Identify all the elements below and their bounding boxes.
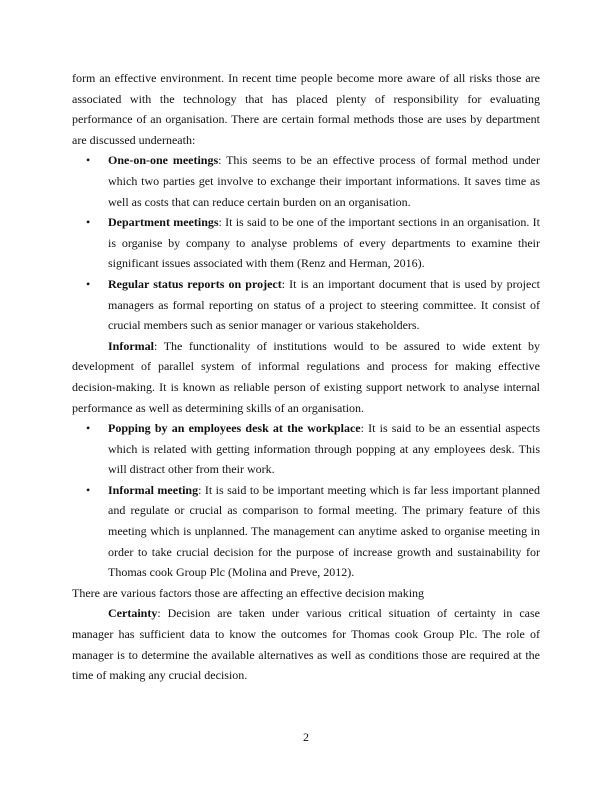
informal-methods-list [72, 418, 540, 583]
list-item-text: : It is said to be an essential aspects which is related with getting information through popping at any employees desk. This will distract other from their work. [108, 421, 540, 477]
page-body [72, 68, 540, 686]
informal-label: Informal [108, 338, 154, 353]
bullet-icon: • [86, 421, 91, 436]
list-item [72, 212, 540, 274]
bullet-icon: • [86, 482, 91, 497]
list-item [72, 418, 540, 480]
list-item-term: Department meetings [108, 215, 219, 230]
intro-paragraph: form an effective environment. In recent time people become more aware of all risks those are associated with the technology that has placed plenty of responsibility for evaluating performance of an organisation. There are certain formal methods those are uses by department are discussed underneath: [72, 71, 540, 147]
formal-methods-list [72, 150, 540, 335]
list-item-text: : It is said to be important meeting which is far less important planned and regulate or crucial as comparison to formal meeting. The primary feature of this meeting which is unplanned. The management can anytime asked to organise meeting in order to take crucial decision for the purpose of increase growth and sustainability for Thomas cook Group Plc (Molina and Preve, 2012). [108, 482, 541, 580]
list-item-term: Regular status reports on project [108, 276, 282, 291]
bullet-icon: • [86, 276, 91, 291]
list-item [72, 480, 540, 583]
list-item [72, 150, 540, 212]
list-item-text: : This seems to be an effective process of formal method under which two parties get involve to exchange their important informations. It saves time as well as costs that can reduce certain burden on an organisation. [108, 153, 540, 209]
list-item-term: One-on-one meetings [108, 153, 219, 168]
informal-paragraph [72, 336, 540, 418]
list-item-term: Popping by an employees desk at the workplace [108, 421, 361, 436]
certainty-text: : Decision are taken under various critical situation of certainty in case manager has sufficient data to know the outcomes for Thomas cook Group Plc. The role of manager is to determine the available alternatives as well as conditions those are required at the time of making any crucial decision. [72, 606, 540, 683]
list-item [72, 274, 540, 336]
page-number: 2 [303, 730, 309, 744]
bullet-icon: • [86, 153, 91, 168]
bullet-icon: • [86, 215, 91, 230]
certainty-label: Certainty [108, 606, 158, 621]
factors-paragraph: There are various factors those are affecting an effective decision making [72, 585, 425, 600]
certainty-paragraph [72, 603, 540, 685]
informal-text: : The functionality of institutions would to be assured to wide extent by development of parallel system of informal regulations and process for making effective decision-making. It is known as reliable person of existing support network to analyse internal performance as well as determining skills of an organisation. [72, 338, 540, 415]
list-item-text: : It is said to be one of the important sections in an organisation. It is organise by company to analyse problems of every departments to examine their significant issues associated with them (Renz and Herman, 2016). [108, 215, 540, 271]
list-item-term: Informal meeting [108, 482, 199, 497]
list-item-text: : It is an important document that is used by project managers as formal reporting on status of a project to steering committee. It consist of crucial members such as senior manager or various stakeholders. [108, 276, 540, 333]
